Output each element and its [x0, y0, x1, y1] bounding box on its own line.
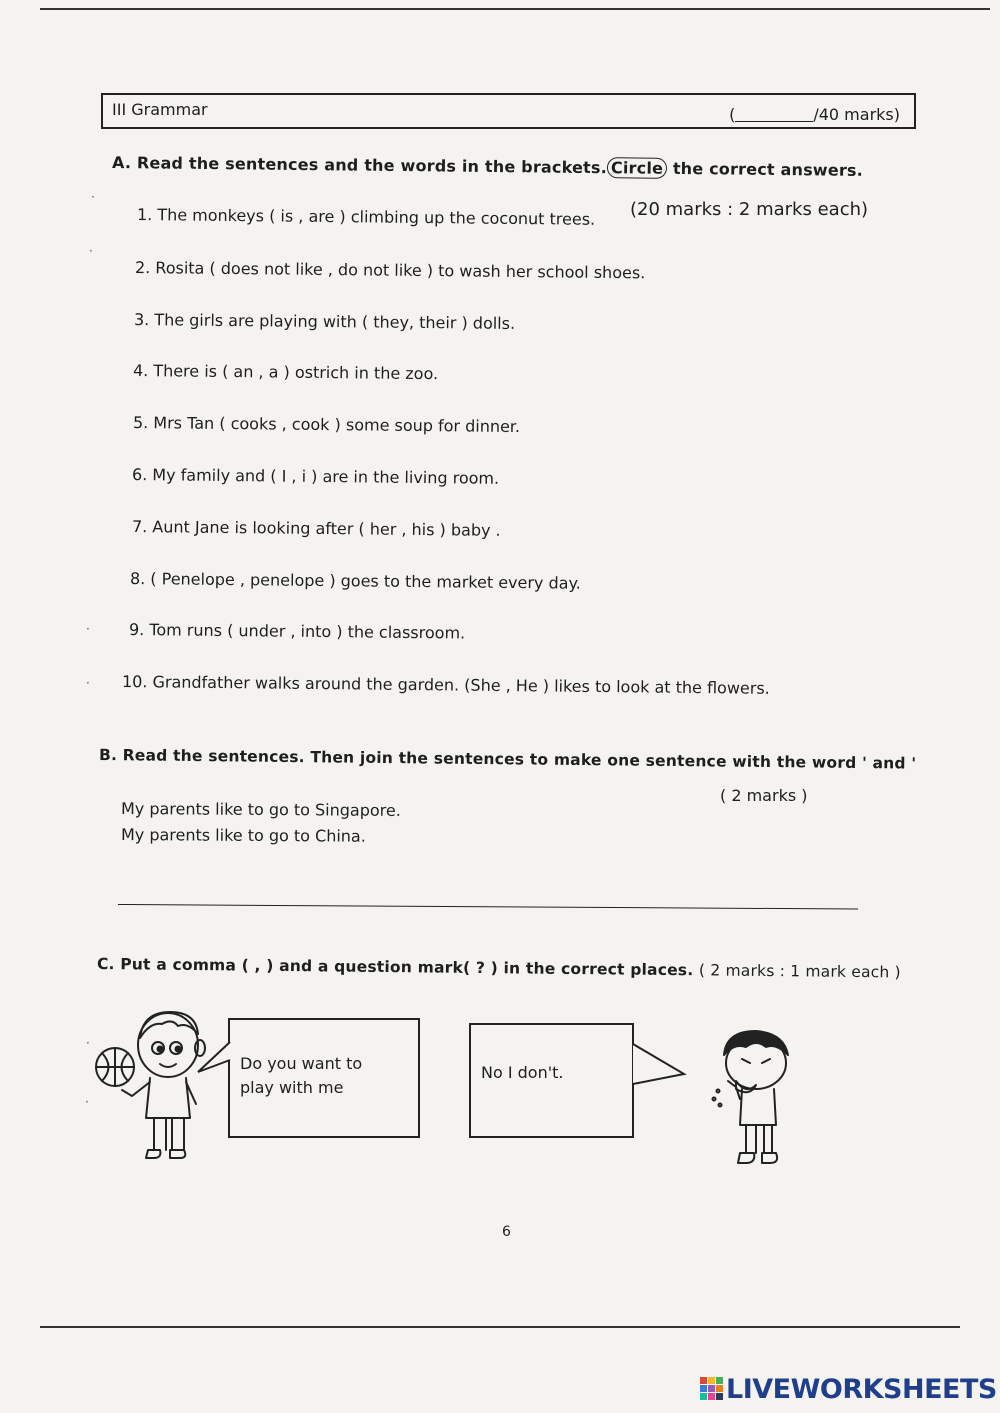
question-5[interactable]: 5. Mrs Tan ( cooks , cook ) some soup for dinner.	[132, 413, 521, 437]
boy-with-basketball-illustration	[88, 1000, 223, 1165]
part-c-marks: ( 2 marks : 1 mark each )	[698, 961, 901, 982]
part-b-answer-line[interactable]	[118, 904, 858, 910]
scan-speck: ·	[86, 1036, 90, 1050]
question-1[interactable]: 1. The monkeys ( is , are ) climbing up the coconut trees.	[136, 205, 596, 229]
section-marks	[729, 105, 900, 124]
page-number: 6	[502, 1224, 511, 1240]
part-a-instruction-start: A. Read the sentences and the words in the brackets.	[111, 153, 608, 178]
question-9[interactable]: 9. Tom runs ( under , into ) the classroom.	[128, 620, 466, 643]
part-b-instruction: B. Read the sentences. Then join the sentences to make one sentence with the word ' and '	[98, 746, 917, 773]
section-title: III Grammar	[112, 100, 208, 119]
scan-speck: ·	[86, 676, 90, 690]
scan-speck: ·	[85, 1095, 89, 1109]
question-8[interactable]: 8. ( Penelope , penelope ) goes to the market every day.	[129, 569, 581, 593]
question-7[interactable]: 7. Aunt Jane is looking after ( her , his ) baby .	[131, 517, 501, 540]
part-a-marks: (20 marks : 2 marks each)	[630, 199, 869, 220]
right-speech-bubble-tail	[630, 1040, 688, 1090]
bottom-page-rule	[40, 1326, 960, 1328]
part-c-instruction	[97, 955, 901, 981]
part-a-instruction	[112, 153, 863, 180]
sneezing-boy-illustration	[706, 1025, 806, 1175]
liveworksheets-brand[interactable]: LIVEWORKSHEETS	[726, 1374, 997, 1405]
section-header	[101, 93, 916, 129]
part-b-marks: ( 2 marks )	[720, 786, 808, 805]
section-marks-total: /40 marks)	[813, 105, 900, 124]
question-6[interactable]: 6. My family and ( I , i ) are in the living room.	[131, 465, 500, 488]
section-marks-open: (	[729, 105, 736, 124]
right-speech-text[interactable]: No I don't.	[481, 1063, 564, 1082]
left-speech-text[interactable]: Do you want to play with me	[240, 1054, 363, 1097]
marks-score-blank[interactable]	[735, 107, 813, 122]
part-b-sentence-2: My parents like to go to China.	[120, 825, 366, 846]
left-speech-bubble-tail	[196, 1040, 232, 1076]
part-c-instruction-text: C. Put a comma ( , ) and a question mark( ? ) in the correct places.	[96, 955, 694, 980]
question-10[interactable]: 10. Grandfather walks around the garden. (She , He ) likes to look at the flowers.	[121, 672, 770, 698]
question-2[interactable]: 2. Rosita ( does not like , do not like ) to wash her school shoes.	[134, 258, 646, 283]
top-page-rule	[40, 8, 990, 10]
question-3[interactable]: 3. The girls are playing with ( they, their ) dolls.	[133, 310, 516, 333]
scan-speck: ·	[86, 622, 90, 636]
liveworksheets-logo-icon	[700, 1377, 724, 1401]
scan-speck: ·	[89, 244, 93, 258]
scan-speck: ·	[91, 190, 95, 204]
part-b-sentence-1: My parents like to go to Singapore.	[120, 799, 401, 820]
part-a-instruction-end: the correct answers.	[672, 158, 864, 180]
circled-word: Circle	[607, 157, 667, 179]
question-4[interactable]: 4. There is ( an , a ) ostrich in the zoo.	[132, 361, 439, 384]
